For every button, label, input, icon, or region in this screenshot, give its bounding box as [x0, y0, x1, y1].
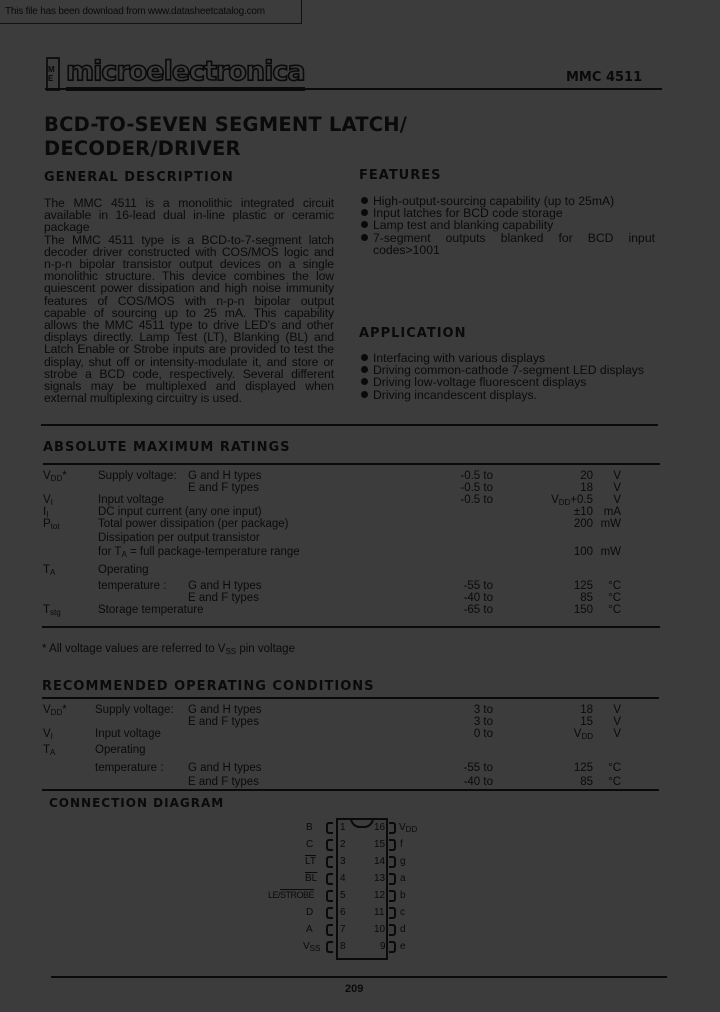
symbol-cell: $V_{DD}*$ — [43, 704, 67, 717]
footnote: * All voltage values are referred to $V_{SS}$ pin voltage — [42, 643, 295, 656]
max-cell: 100 — [573, 546, 593, 558]
unit-cell: °C — [608, 776, 621, 788]
pin-number: 10 — [374, 924, 386, 935]
description-cell: Supply voltage: — [95, 704, 174, 716]
feature-item: High-output-sourcing capability (up to 25mA) — [359, 195, 655, 207]
pin-4 — [326, 873, 333, 885]
min-cell: 3 to — [473, 704, 493, 716]
application-item: Driving incandescent displays. — [359, 389, 659, 401]
footer-divider — [51, 976, 667, 978]
pin-1 — [326, 822, 333, 834]
pin-number: 8 — [340, 941, 346, 952]
max-cell: 150 — [573, 604, 593, 616]
type-cell: G and H types — [188, 470, 262, 482]
max-cell: 85 — [580, 592, 593, 604]
description-paragraph-2: The MMC 4511 type is a BCD-to-7-segment latch decoder driver constructed with COS/MOS logic and n-p-n bipolar transistor output devices on a single monolithic structure. This device combines the low quiescent power dissipation and high noise immunity features of COS/MOS with n-p-n bipolar output capable of sourcing up to 25 mA. This capability allows the MMC 4511 type to drive LED's and other displays directly. Lamp Test (LT), Blanking (BL) and Latch Enable or Strobe inputs are provided to test the display, shut off or intensity-modulate it, and store or strobe a BCD code, respectively. Several different signals may be multiplexed and displayed when external multiplexing circuitry is used. — [44, 232, 334, 406]
pin-number: 4 — [340, 873, 346, 884]
max-cell: 18 — [580, 704, 593, 716]
pin-12 — [389, 890, 396, 902]
page-title — [44, 113, 407, 161]
pin1-notch-icon — [350, 818, 374, 828]
pin-8 — [326, 941, 333, 953]
application-item: Driving common-cathode 7-segment LED displays — [359, 364, 659, 376]
unit-cell: V — [613, 482, 621, 494]
pin-number: 1 — [340, 822, 346, 833]
symbol-cell: $T_A$ — [43, 744, 56, 757]
unit-cell: mW — [600, 518, 621, 530]
connection-diagram-heading: CONNECTION DIAGRAM — [49, 796, 225, 810]
type-cell: E and F types — [188, 592, 259, 604]
pin-label-vdd: $V_{DD}$ — [399, 822, 418, 834]
application-item: Driving low-voltage fluorescent displays — [359, 376, 659, 388]
unit-cell: °C — [608, 762, 621, 774]
table-row — [43, 580, 663, 592]
type-cell: G and H types — [188, 704, 262, 716]
max-cell: 200 — [573, 518, 593, 530]
pin-15 — [389, 839, 396, 851]
pin-label-b: B — [306, 822, 313, 833]
pin-10 — [389, 924, 396, 936]
logo-wordmark: microelectronica — [66, 58, 305, 91]
max-cell: 125 — [573, 762, 593, 774]
symbol-cell: $T_{stg}$ — [43, 604, 61, 617]
pin-16 — [389, 822, 396, 834]
description-cell: for $T_A$ = full package-temperature range — [98, 546, 300, 559]
feature-item: Lamp test and blanking capability — [359, 219, 655, 231]
unit-cell: mW — [600, 546, 621, 558]
pin-3 — [326, 856, 333, 868]
type-cell: G and H types — [188, 762, 262, 774]
company-logo — [46, 57, 305, 91]
min-cell: -0.5 to — [460, 482, 493, 494]
type-cell: E and F types — [188, 482, 259, 494]
pin-number: 9 — [380, 941, 386, 952]
pin-label-a-seg: a — [400, 873, 406, 884]
table-row — [43, 728, 663, 740]
general-description-section — [44, 170, 334, 404]
table-row — [43, 592, 663, 604]
max-cell: $V_{DD}+0.5$ — [551, 494, 593, 507]
table-row — [43, 532, 663, 544]
pin-number: 12 — [374, 890, 386, 901]
table-row — [43, 604, 663, 616]
description-paragraph-1: The MMC 4511 is a monolithic integrated circuit available in 16-lead dual in-line plastic or ceramic package — [44, 196, 334, 235]
max-cell: 18 — [580, 482, 593, 494]
max-cell: 125 — [573, 580, 593, 592]
section-divider — [41, 424, 658, 426]
pin-label-bl: $\overline{BL}$ — [305, 873, 318, 884]
unit-cell: °C — [608, 580, 621, 592]
pin-label-f: f — [400, 839, 403, 850]
pin-number: 6 — [340, 907, 346, 918]
description-cell: temperature : — [95, 762, 164, 774]
table-bottom-rule — [42, 789, 659, 791]
pin-label-lt: $\overline{LT}$ — [305, 856, 316, 867]
table-row — [43, 704, 663, 716]
description-cell: Operating — [95, 744, 146, 756]
pin-number: 2 — [340, 839, 346, 850]
max-cell: 85 — [580, 776, 593, 788]
table-row — [43, 776, 663, 788]
min-cell: -40 to — [463, 776, 493, 788]
pin-number: 15 — [374, 839, 386, 850]
pin-label-vss: $V_{SS}$ — [303, 941, 321, 953]
pin-7 — [326, 924, 333, 936]
min-cell: -55 to — [463, 762, 493, 774]
pin-number: 3 — [340, 856, 346, 867]
min-cell: -55 to — [463, 580, 493, 592]
pin-11 — [389, 907, 396, 919]
pin-number: 7 — [340, 924, 346, 935]
table-row — [43, 762, 663, 774]
symbol-cell: $T_A$ — [43, 564, 56, 577]
description-cell: Supply voltage: — [98, 470, 177, 482]
page-number: 209 — [345, 983, 364, 995]
pin-5 — [326, 890, 333, 902]
unit-cell: °C — [608, 604, 621, 616]
max-cell: 15 — [580, 716, 593, 728]
min-cell: -65 to — [463, 604, 493, 616]
description-cell: Storage temperature — [98, 604, 204, 616]
description-cell: Total power dissipation (per package) — [98, 518, 289, 530]
table-row — [43, 546, 663, 558]
pin-label-d: D — [306, 907, 314, 918]
symbol-cell: $I_I$ — [43, 506, 49, 519]
table-row — [43, 744, 663, 756]
description-cell: Input voltage — [98, 494, 164, 506]
absolute-max-table — [43, 470, 663, 620]
pin-13 — [389, 873, 396, 885]
table-row — [43, 518, 663, 530]
max-cell: ±10 — [573, 506, 593, 518]
pin-2 — [326, 839, 333, 851]
min-cell: -0.5 to — [460, 494, 493, 506]
unit-cell: V — [613, 470, 621, 482]
pin-9 — [389, 941, 396, 953]
unit-cell: V — [613, 716, 621, 728]
table-top-rule — [43, 463, 660, 465]
pin-label-e-seg: e — [400, 941, 406, 952]
header-divider — [45, 88, 662, 90]
unit-cell: mA — [603, 506, 621, 518]
features-heading: FEATURES — [359, 168, 442, 183]
type-cell: G and H types — [188, 580, 262, 592]
features-list — [359, 195, 655, 256]
description-cell: Input voltage — [95, 728, 161, 740]
pin-14 — [389, 856, 396, 868]
unit-cell: V — [613, 704, 621, 716]
application-section — [359, 326, 659, 401]
application-list — [359, 352, 659, 401]
download-banner: This file has been download from www.datasheetcatalog.com — [0, 0, 302, 24]
recommended-heading: RECOMMENDED OPERATING CONDITIONS — [42, 679, 375, 694]
pin-number: 14 — [374, 856, 386, 867]
title-line-1: BCD-TO-SEVEN SEGMENT LATCH/ — [44, 113, 408, 136]
feature-item: 7-segment outputs blanked for BCD input codes>1001 — [359, 232, 655, 256]
pin-label-c-seg: c — [400, 907, 405, 918]
absolute-max-heading: ABSOLUTE MAXIMUM RATINGS — [43, 440, 291, 455]
table-row — [43, 494, 663, 506]
symbol-cell: $V_I$ — [43, 728, 53, 741]
pin-label-le-strobe: LE/STROBE — [268, 890, 315, 900]
table-top-rule — [42, 697, 659, 699]
pin-number: 5 — [340, 890, 346, 901]
symbol-cell: $P_{tot}$ — [43, 518, 60, 531]
table-bottom-rule — [42, 626, 660, 628]
description-cell: DC input current (any one input) — [98, 506, 262, 518]
unit-cell: V — [613, 494, 621, 506]
pin-number: 11 — [374, 907, 385, 918]
unit-cell: V — [613, 728, 621, 740]
type-cell: E and F types — [188, 776, 259, 788]
pin-label-d-seg: d — [400, 924, 406, 935]
max-cell: $V_{DD}$ — [573, 728, 593, 741]
symbol-cell: $V_{DD}*$ — [43, 470, 67, 483]
type-cell: E and F types — [188, 716, 259, 728]
max-cell: 20 — [580, 470, 593, 482]
description-cell: Operating — [98, 564, 149, 576]
title-line-2: DECODER/DRIVER — [44, 137, 241, 160]
unit-cell: °C — [608, 592, 621, 604]
table-row — [43, 482, 663, 494]
pin-label-c: C — [306, 839, 314, 850]
min-cell: -40 to — [463, 592, 493, 604]
pin-label-b-seg: b — [400, 890, 406, 901]
table-row — [43, 506, 663, 518]
application-heading: APPLICATION — [359, 326, 467, 341]
pin-label-g: g — [400, 856, 406, 867]
pin-6 — [326, 907, 333, 919]
min-cell: 0 to — [473, 728, 493, 740]
table-row — [43, 716, 663, 728]
general-description-heading: GENERAL DESCRIPTION — [44, 170, 234, 185]
application-item: Interfacing with various displays — [359, 352, 659, 364]
feature-item: Input latches for BCD code storage — [359, 207, 655, 219]
description-cell: Dissipation per output transistor — [98, 532, 260, 544]
pin-label-a: A — [306, 924, 313, 935]
table-row — [43, 564, 663, 576]
features-section — [359, 168, 655, 256]
symbol-cell: $V_I$ — [43, 494, 53, 507]
logo-mark-icon: M E — [46, 57, 60, 91]
description-cell: temperature : — [98, 580, 167, 592]
pin-number: 16 — [374, 822, 386, 833]
pin-number: 13 — [374, 873, 386, 884]
part-number: MMC 4511 — [566, 70, 643, 85]
table-row — [43, 470, 663, 482]
recommended-table — [43, 704, 663, 794]
min-cell: 3 to — [473, 716, 493, 728]
min-cell: -0.5 to — [460, 470, 493, 482]
